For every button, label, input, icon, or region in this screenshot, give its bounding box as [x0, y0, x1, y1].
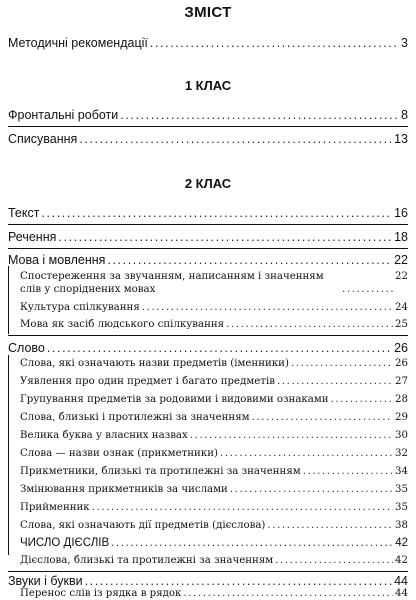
toc-entry-label: Дієслова, близькі та протилежні за значенням — [20, 555, 274, 566]
toc-subentry[interactable] — [20, 319, 408, 330]
toc-entry-label: Прикметники, близькі та протилежні за значенням — [20, 466, 301, 477]
toc-entry-label: Спостереження за звучанням, написанням і значенням слів у споріднених мовах — [20, 271, 324, 295]
toc-entry-label: Слова, які означають назви предметів (іменники) — [20, 358, 289, 369]
dot-leader — [79, 132, 392, 146]
divider — [8, 248, 408, 249]
toc-entry-label: Фронтальні роботи — [8, 108, 119, 122]
dot-leader — [183, 588, 393, 599]
toc-page-number: 35 — [395, 484, 408, 495]
toc-entry-label: Списування — [8, 132, 78, 146]
section-heading-grade-2: 2 КЛАС — [184, 176, 232, 191]
toc-subentry[interactable] — [20, 520, 408, 531]
dot-leader — [342, 283, 393, 296]
toc-page-number: 42 — [395, 537, 408, 549]
toc-entry-label: Групування предметів за родовими і видовими ознаками — [20, 394, 329, 405]
toc-entry-language-and-speech[interactable] — [8, 253, 408, 267]
toc-entry-copying[interactable] — [8, 132, 408, 146]
dot-leader — [58, 230, 392, 244]
toc-page-number: 29 — [395, 412, 408, 423]
toc-entry-sentence[interactable] — [8, 230, 408, 244]
toc-entry-label: Велика буква у власних назвах — [20, 430, 188, 441]
toc-page-number: 25 — [395, 319, 408, 330]
toc-subentry[interactable] — [20, 448, 408, 459]
toc-entry-label: Текст — [8, 206, 40, 220]
section-heading-grade-1: 1 КЛАС — [184, 78, 232, 93]
toc-entry-label: Слово — [8, 341, 45, 355]
toc-entry-label: Речення — [8, 230, 57, 244]
toc-entry-label: Культура спілкування — [20, 302, 140, 313]
dot-leader — [275, 555, 393, 566]
dot-leader — [190, 430, 393, 441]
dot-leader — [107, 253, 392, 267]
toc-subentry[interactable] — [20, 537, 408, 549]
toc-entry-label: Уявлення про один предмет і багато предметів — [20, 376, 275, 387]
page-title: ЗМІСТ — [184, 4, 232, 21]
group-bracket — [8, 266, 9, 334]
dot-leader — [41, 206, 392, 220]
dot-leader — [230, 484, 393, 495]
toc-subentry[interactable] — [20, 358, 408, 369]
toc-subentry[interactable] — [20, 270, 408, 296]
toc-entry-label: Прийменник — [20, 502, 90, 513]
toc-entry-frontal-works[interactable] — [8, 108, 408, 122]
toc-subentry[interactable] — [20, 484, 408, 495]
toc-page-number: 22 — [394, 253, 408, 267]
toc-page-number: 26 — [394, 341, 408, 355]
dot-leader — [111, 537, 393, 549]
dot-leader — [291, 358, 393, 369]
toc-page-number: 13 — [394, 132, 408, 146]
dot-leader — [331, 394, 393, 405]
dot-leader — [120, 108, 399, 122]
toc-entry-label: ЧИСЛО ДІЄСЛІВ — [20, 537, 110, 549]
toc-subentry[interactable] — [20, 376, 408, 387]
toc-page-number: 30 — [395, 430, 408, 441]
toc-entry-label: Звуки і букви — [8, 574, 83, 588]
dot-leader — [252, 412, 393, 423]
toc-entry-text[interactable] — [8, 206, 408, 220]
toc-page-number: 16 — [394, 206, 408, 220]
toc-entry-label: Слова, які означають дії предметів (дієслова) — [20, 520, 266, 531]
toc-page-number: 27 — [395, 376, 408, 387]
dot-leader — [47, 341, 392, 355]
dot-leader — [85, 574, 393, 588]
toc-page-number: 35 — [395, 502, 408, 513]
dot-leader — [92, 502, 393, 513]
dot-leader — [142, 302, 393, 313]
divider — [8, 224, 408, 225]
toc-page-number: 38 — [395, 520, 408, 531]
toc-entry-word[interactable] — [8, 341, 408, 355]
toc-subentry[interactable] — [20, 302, 408, 313]
divider — [8, 126, 408, 127]
toc-entry-label: Слова — назви ознак (прикметники) — [20, 448, 218, 459]
toc-page-number: 42 — [395, 555, 408, 566]
toc-entry-label: Мова і мовлення — [8, 253, 106, 267]
toc-page-number: 34 — [395, 466, 408, 477]
toc-page-number: 18 — [394, 230, 408, 244]
dot-leader — [303, 466, 393, 477]
group-bracket — [8, 355, 9, 555]
toc-subentry[interactable] — [20, 502, 408, 513]
toc-page-number: 24 — [395, 302, 408, 313]
divider — [8, 571, 408, 572]
toc-subentry[interactable] — [20, 555, 408, 566]
dot-leader — [226, 319, 393, 330]
toc-entry-methodical-recommendations[interactable] — [8, 36, 408, 50]
toc-entry-label: Перенос слів із рядка в рядок — [20, 588, 182, 599]
toc-page-number: 3 — [401, 36, 408, 50]
toc-page-number: 22 — [395, 271, 408, 282]
toc-subentry[interactable] — [20, 412, 408, 423]
toc-page-number: 32 — [395, 448, 408, 459]
toc-entry-sounds-and-letters[interactable] — [8, 574, 408, 588]
toc-entry-label: Мова як засіб людського спілкування — [20, 319, 225, 330]
toc-page-number: 26 — [395, 358, 408, 369]
toc-page-number: 8 — [401, 108, 408, 122]
toc-page-number: 28 — [395, 394, 408, 405]
toc-subentry[interactable] — [20, 466, 408, 477]
dot-leader — [267, 520, 393, 531]
toc-page-number: 44 — [394, 574, 408, 588]
toc-entry-label: Методичні рекомендації — [8, 36, 148, 50]
toc-entry-label: Змінювання прикметників за числами — [20, 484, 228, 495]
toc-page-number: 44 — [395, 588, 408, 599]
toc-entry-label: Слова, близькі і протилежні за значенням — [20, 412, 250, 423]
toc-subentry[interactable] — [20, 430, 408, 441]
toc-subentry[interactable] — [20, 588, 408, 599]
dot-leader — [277, 376, 393, 387]
toc-subentry[interactable] — [20, 394, 408, 405]
divider — [8, 335, 408, 336]
dot-leader — [150, 36, 399, 50]
dot-leader — [220, 448, 393, 459]
